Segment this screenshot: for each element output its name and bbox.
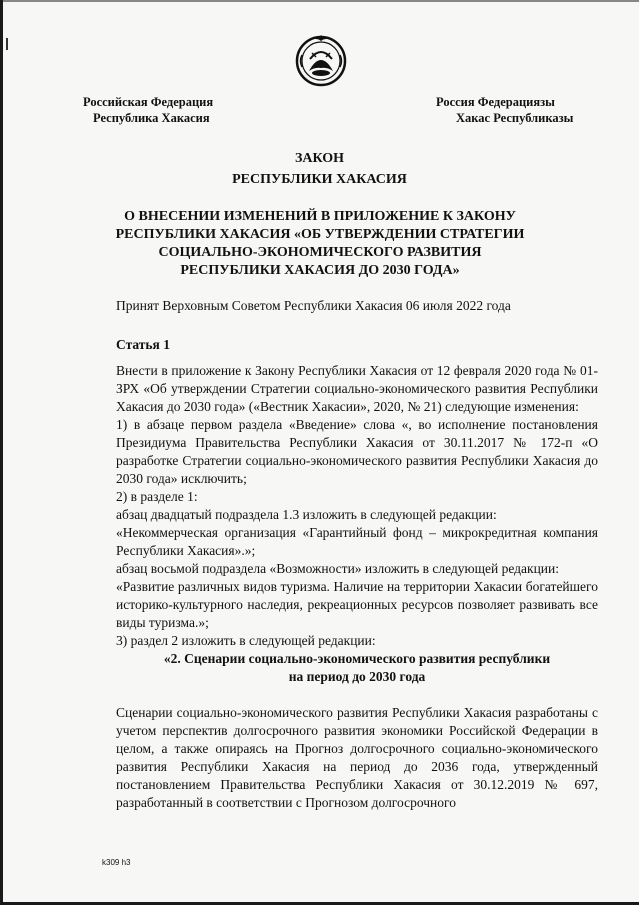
header-right-line1: Россия Федерациязы xyxy=(436,95,555,109)
section-2-title xyxy=(116,650,598,686)
paragraph-abzac-20: абзац двадцатый подраздела 1.3 изложить в следующей редакции: xyxy=(116,507,497,522)
law-subject xyxy=(60,208,580,280)
article-heading: Статья 1 xyxy=(116,337,170,352)
footer-code: k309 h3 xyxy=(102,858,131,867)
scan-left-edge xyxy=(0,0,3,905)
subject-line4: РЕСПУБЛИКИ ХАКАСИЯ ДО 2030 ГОДА» xyxy=(180,263,460,278)
header-left xyxy=(83,94,213,126)
article-body xyxy=(116,359,598,812)
scan-top-edge xyxy=(0,0,639,2)
law-title: ЗАКОН xyxy=(294,151,345,166)
paragraph-quote-fund: «Некоммерческая организация «Гарантийный фонд – микрокредитная компания Республики Хакасия».»; xyxy=(116,525,598,558)
header-left-line1: Российская Федерация xyxy=(83,95,214,109)
paragraph-scenarios: Сценарии социально-экономического развития Республики Хакасия разработаны с учетом перспектив долгосрочного развития экономики Российской Федерации в целом, а также опираясь на Прогноз долгосрочного социально-экономического развития Республики Хакасия на период до 2036 года, утвержденный постановлением Правительства Республики Хакасия от 30.12.2019 № 697, разработанный в соответствии с Прогнозом долгосрочного xyxy=(116,705,598,810)
adoption-note: Принят Верховным Советом Республики Хакасия 06 июля 2022 года xyxy=(116,298,511,313)
header-left-line2: Республика Хакасия xyxy=(93,111,210,125)
header-right-line2: Хакас Республиказы xyxy=(456,111,574,125)
paragraph-abzac-8: абзац восьмой подраздела «Возможности» изложить в следующей редакции: xyxy=(116,561,560,576)
paragraph-item-2: 2) в разделе 1: xyxy=(116,489,198,504)
subject-line3: СОЦИАЛЬНО-ЭКОНОМИЧЕСКОГО РАЗВИТИЯ xyxy=(158,245,482,260)
paragraph-intro: Внести в приложение к Закону Республики Хакасия от 12 февраля 2020 года № 01-ЗРХ «Об утверждении Стратегии социально-экономического развития Республики Хакасия до 2030 года» («Вестник Хакасии», 2020, № 21) следующие изменения: xyxy=(116,363,598,414)
section-2-title-line2: на период до 2030 года xyxy=(288,669,426,684)
subject-line1: О ВНЕСЕНИИ ИЗМЕНЕНИЙ В ПРИЛОЖЕНИЕ К ЗАКОНУ xyxy=(124,209,516,224)
paragraph-item-3: 3) раздел 2 изложить в следующей редакции: xyxy=(116,633,376,648)
subject-line2: РЕСПУБЛИКИ ХАКАСИЯ «ОБ УТВЕРЖДЕНИИ СТРАТЕГИИ xyxy=(115,227,525,242)
paragraph-quote-tourism: «Развитие различных видов туризма. Наличие на территории Хакасии богатейшего историко-культурного наследия, рекреационных ресурсов позволяет развивать все виды туризма.»; xyxy=(116,579,598,630)
section-2-title-line1: «2. Сценарии социально-экономического развития республики xyxy=(163,651,551,666)
paragraph-item-1: 1) в абзаце первом раздела «Введение» слова «, во исполнение постановления Президиума Правительства Республики Хакасия от 30.11.2017 № 172-п «О разработке Стратегии социально-экономического развития Республики Хакасия до 2030 года» исключить; xyxy=(116,417,598,486)
coat-of-arms-emblem-icon xyxy=(290,29,352,91)
scan-mark xyxy=(6,38,14,50)
law-title-republic: РЕСПУБЛИКИ ХАКАСИЯ xyxy=(232,172,407,187)
header-right xyxy=(436,94,573,126)
